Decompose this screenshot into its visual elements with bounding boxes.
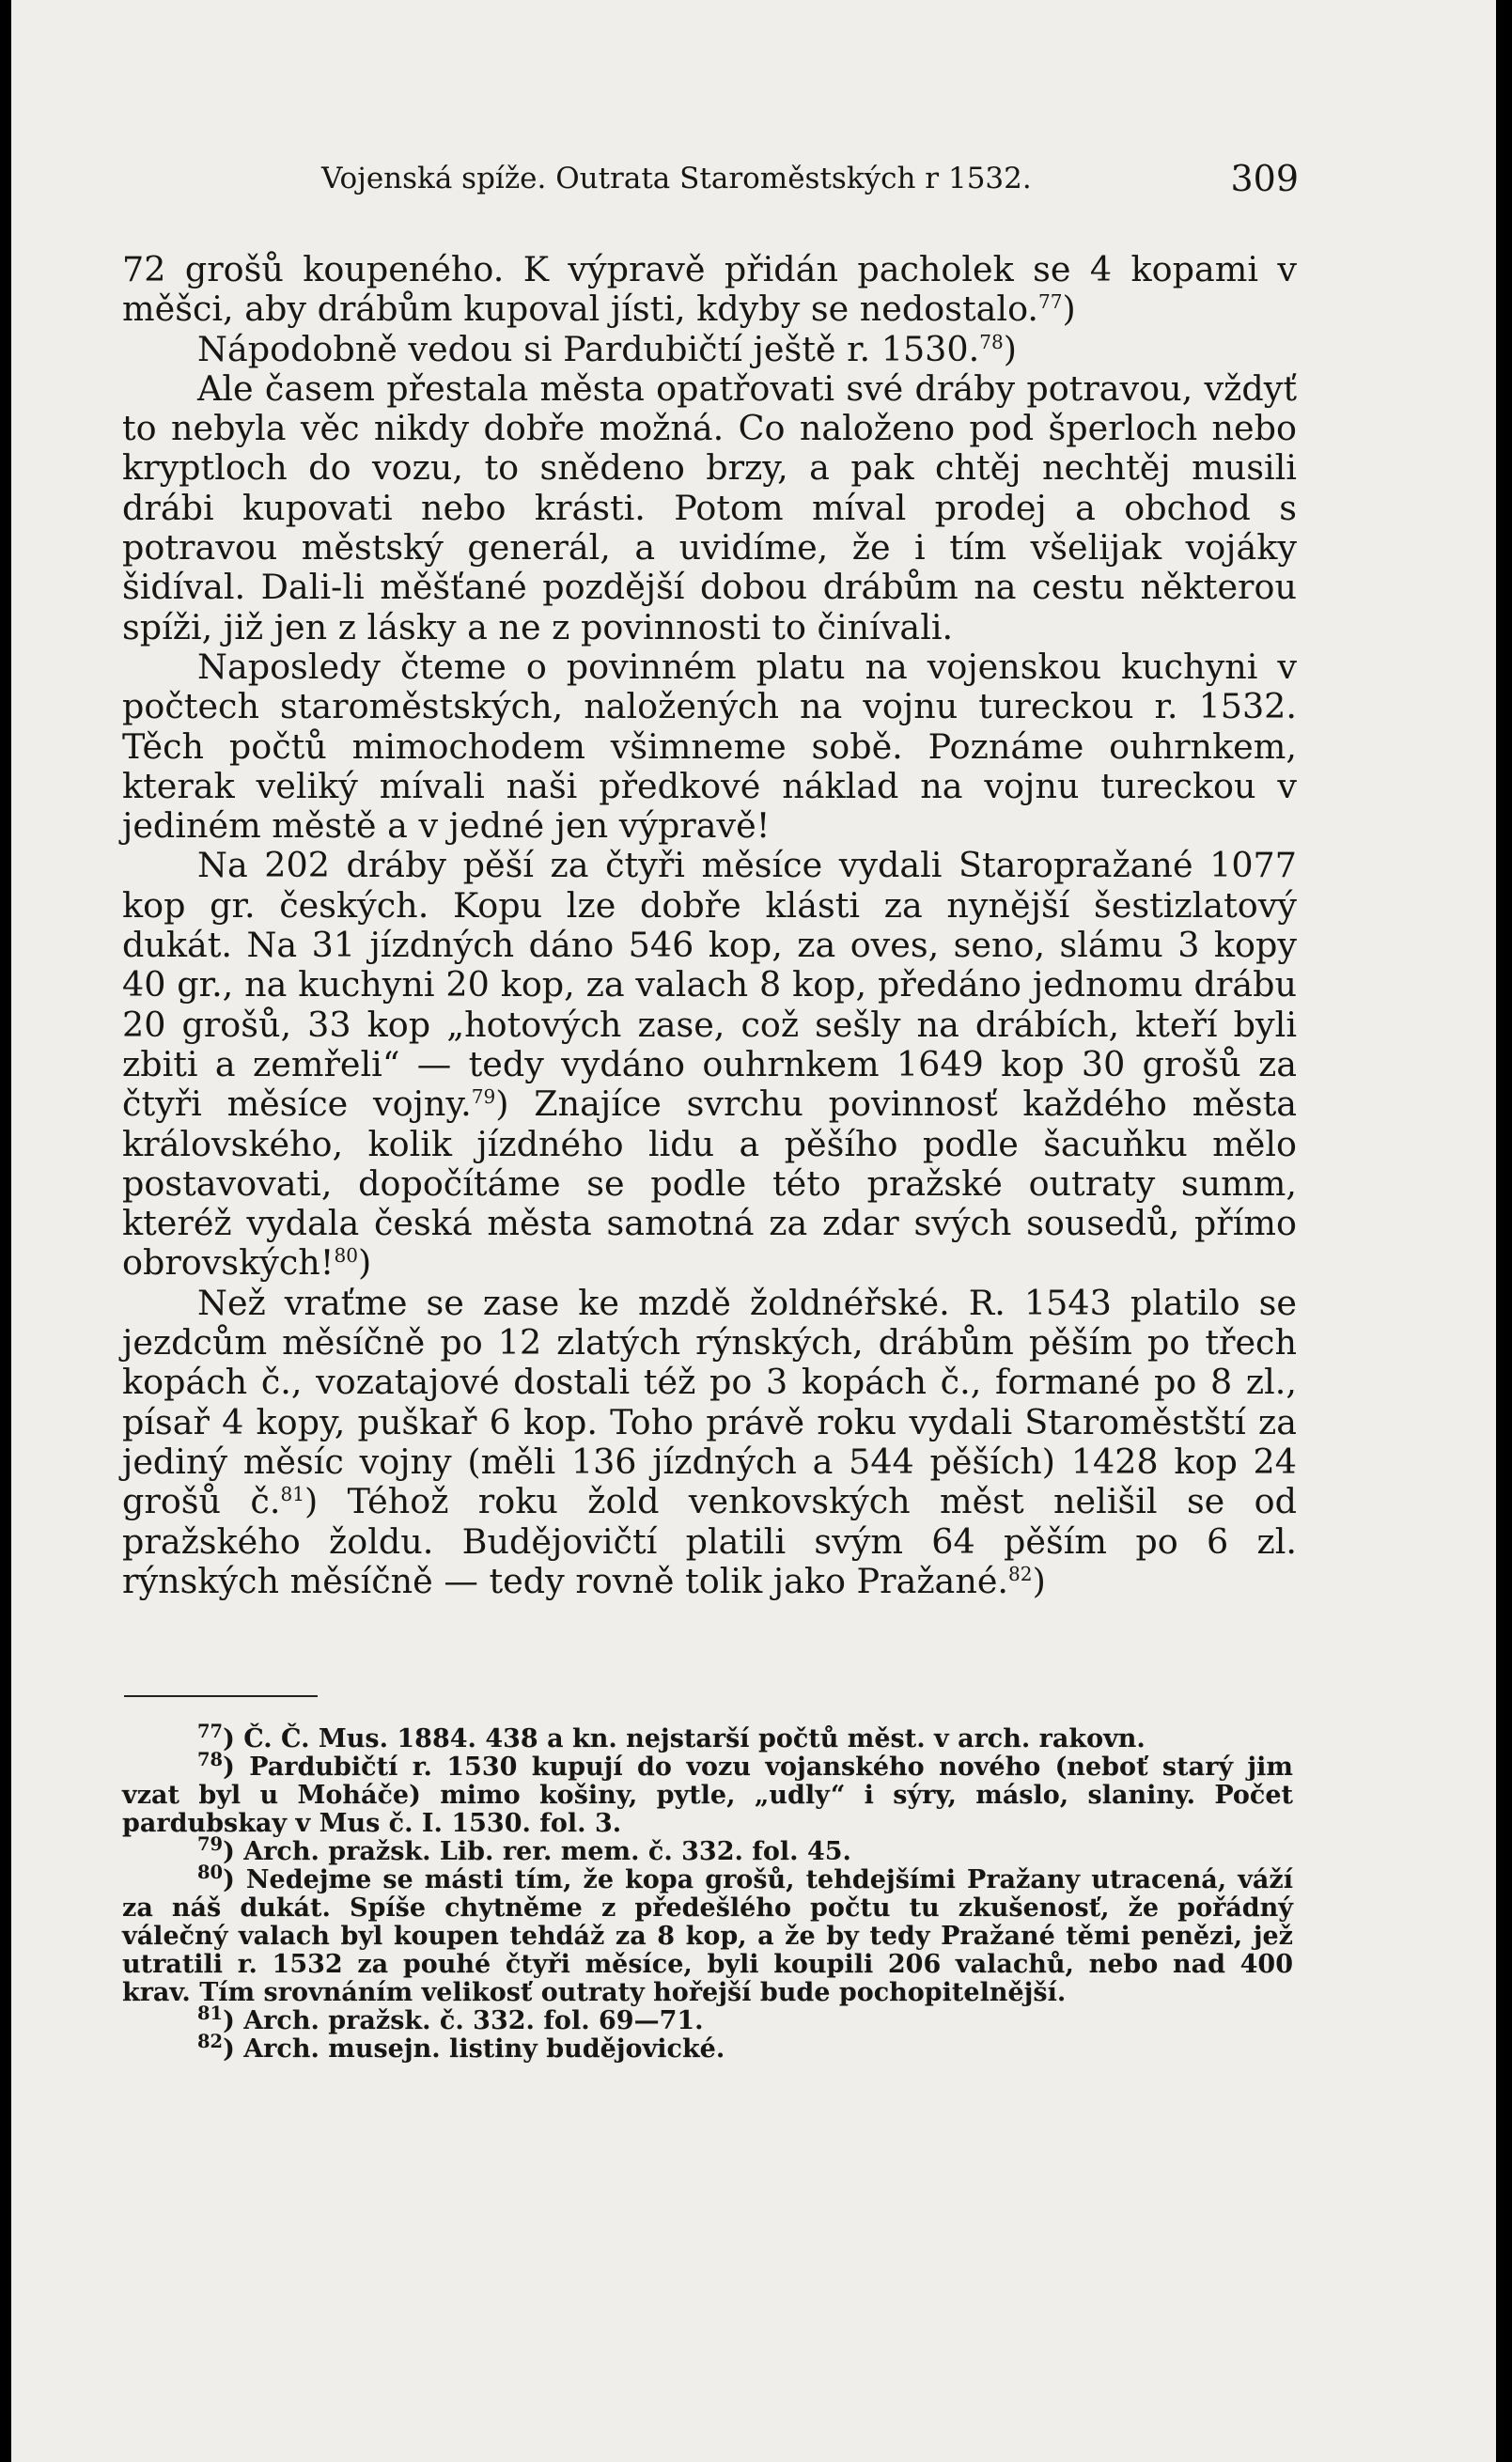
footnote-78: $^{78}$) Pardubičtí r. 1530 kupují do vozu vojanského nového (neboť starý jim vzat byl u Moháče) mimo košiny, pytle, „udly“ i sýry, máslo, slaniny. Počet pardubskay v Mus č. I. 1530. fol. 3. (122, 1749, 1293, 1838)
footnote-77: $^{77}$) Č. Č. Mus. 1884. 438 a kn. nejstarší počtů měst. v arch. rakovn. (197, 1721, 1146, 1753)
paragraph-4: Naposledy čteme o povinném platu na vojenskou kuchyni v počtech staroměstských, naložených na vojnu tureckou r. 1532. Těch počtů mimochodem všimneme sobě. Poznáme ouhrnkem, kterak veliký mívali naši předkové náklad na vojnu tureckou v jediném městě a v jedné jen výpravě! (122, 646, 1297, 847)
running-head: Vojenská spíže. Outrata Staroměstských r 1532. (321, 162, 1032, 195)
paragraph-5: Na 202 dráby pěší za čtyři měsíce vydali Staropražané 1077 kop gr. českých. Kopu lze dobře klásti za nynější šestizlatový dukát. Na 31 jízdných dáno 546 kop, za oves, seno, slámu 3 kopy 40 gr., na kuchyni 20 kop, za valach 8 kop, předáno jednomu drábu 20 grošů, 33 kop „hotových zase, což sešly na drábích, kteří byli zbiti a zemřeli“ — tedy vydáno ouhrnkem 1649 kop 30 grošů za čtyři měsíce vojny.$^{79}$) Znajíce svrchu povinnosť každého města královského, kolik jízdného lidu a pěšího podle šacuňku mělo postavovati, dopočítáme se podle této pražské outraty summ, kteréž vydala česká města samotná za zdar svých sousedů, přímo obrovských!$^{80}$) (122, 845, 1297, 1284)
paragraph-6: Než vraťme se zase ke mzdě žoldnéřské. R. 1543 platilo se jezdcům měsíčně po 12 zlatých rýnských, drábům pěším po třech kopách č., vozatajové dostali též po 3 kopách č., formané po 8 zl., písař 4 kopy, puškař 6 kop. Toho právě roku vydali Staroměstští za jediný měsíc vojny (měli 136 jízdných a 544 pěších) 1428 kop 24 grošů č.$^{81}$) Téhož roku žold venkovských měst nelišil se od pražského žoldu. Budějovičtí platili svým 64 pěším po 6 zl. rýnských měsíčně — tedy rovně tolik jako Pražané.$^{82}$) (122, 1282, 1297, 1601)
scanned-page (11, 0, 1496, 2462)
footnote-ref-78: 78 (979, 330, 1004, 353)
footnote-80: $^{80}$) Nedejme se másti tím, že kopa grošů, tehdejšími Pražany utracená, váží za náš dukát. Spíše chytněme z předešlého počtu tu zkušenosť, že pořádný válečný valach byl koupen tehdáž za 8 kop, a že by tedy Pražané těmi penězi, jež utratili r. 1532 za pouhé čtyři měsíce, byli koupili 206 valachů, nebo nad 400 krav. Tím srovnáním velikosť outraty hořejší bude pochopitelnější. (122, 1862, 1293, 2007)
page-header (321, 158, 1299, 209)
footnote-79: $^{79}$) Arch. pražsk. Lib. rer. mem. č. 332. fol. 45. (197, 1833, 851, 1866)
footnote-ref-77: 77 (1038, 290, 1063, 314)
footnote-82: $^{82}$) Arch. musejn. listiny budějovické. (197, 2031, 725, 2064)
footnote-ref-79: 79 (471, 1085, 496, 1109)
footnote-ref-81: 81 (280, 1483, 304, 1506)
paragraph-2: Nápodobně vedou si Pardubičtí ještě r. 1530.78) (197, 328, 1017, 369)
footnote-81: $^{81}$) Arch. pražsk. č. 332. fol. 69—71. (197, 2002, 704, 2035)
footnote-separator (124, 1695, 318, 1697)
footnote-ref-82: 82 (1008, 1562, 1033, 1585)
paragraph-1: 72 grošů koupeného. K výpravě přidán pacholek se 4 kopami v měšci, aby drábům kupoval jísti, kdyby se nedostalo.$^{77}$) (122, 249, 1297, 330)
paragraph-3: Ale časem přestala města opatřovati své dráby potravou, vždyť to nebyla věc nikdy dobře možná. Co naloženo pod šperloch nebo kryptloch do vozu, to snědeno brzy, a pak chtěj nechtěj musili drábi kupovati nebo krásti. Potom míval prodej a obchod s potravou městský generál, a uvidíme, že i tím všelijak vojáky šidíval. Dali-li měšťané pozdější dobou drábům na cestu některou spíži, již jen z lásky a ne z povinnosti to činívali. (122, 367, 1297, 647)
main-text (122, 250, 1297, 1601)
page-number: 309 (1230, 158, 1299, 199)
footnotes (122, 1721, 1293, 2064)
footnote-ref-80: 80 (334, 1244, 359, 1268)
